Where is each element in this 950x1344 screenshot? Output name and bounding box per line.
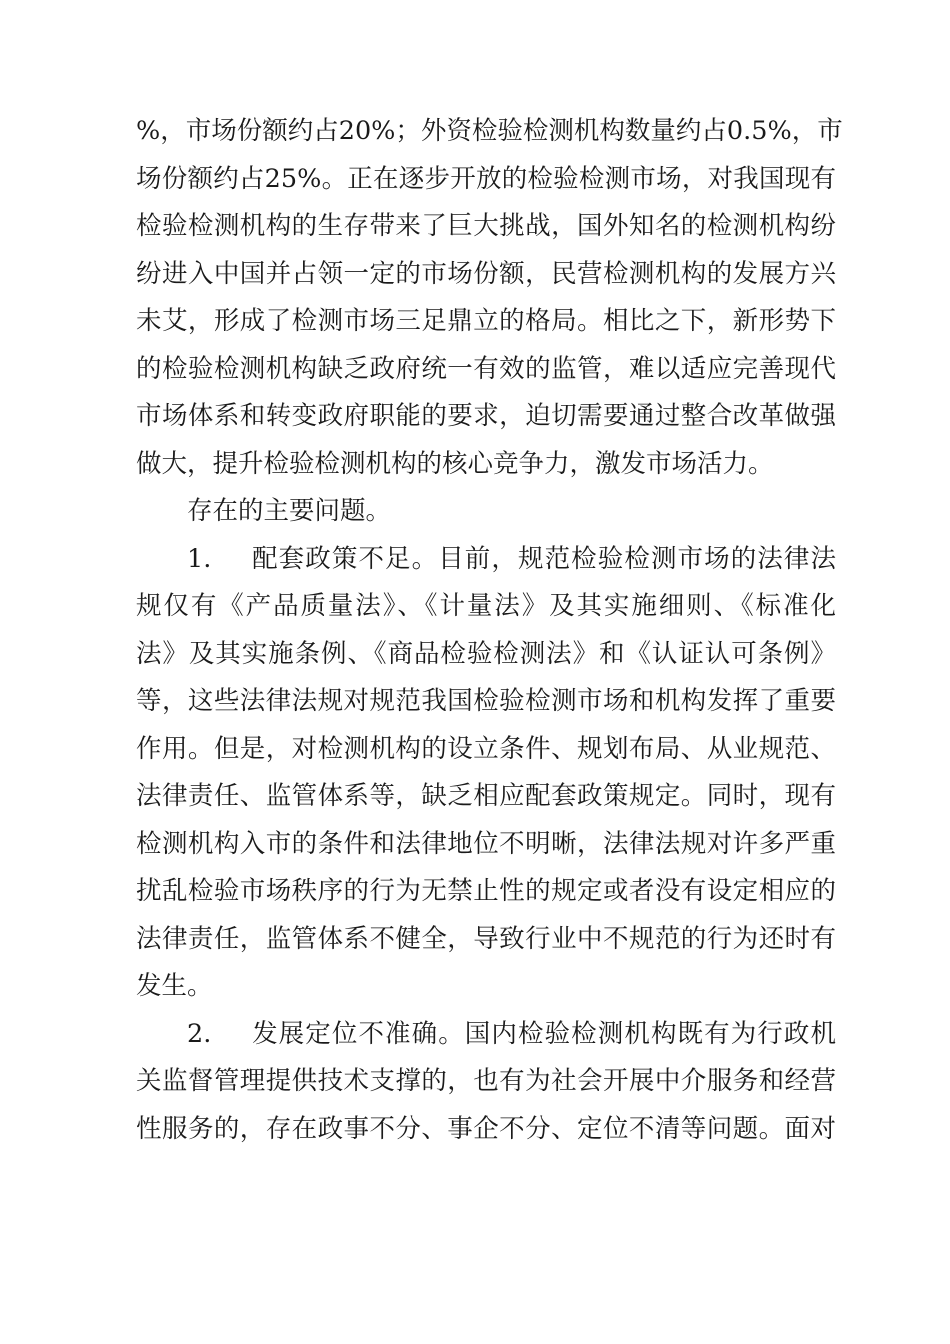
- text-line: 存在的主要问题。: [187, 496, 392, 526]
- text-line: 法律责任、监管体系等，缺乏相应配套政策规定。同时，现有: [136, 781, 836, 811]
- body-text: [136, 108, 843, 1153]
- paragraph-problem-2: [136, 1011, 836, 1154]
- text-line: 检测机构入市的条件和法律地位不明晰，法律法规对许多严重: [136, 828, 836, 859]
- paragraph-market-share: [136, 108, 843, 488]
- text-line: 未艾，形成了检测市场三足鼎立的格局。相比之下，新形势下: [136, 306, 836, 336]
- paragraph-problem-1: [136, 536, 836, 1011]
- list-number: 2.: [187, 1018, 212, 1049]
- text-line: 纷进入中国并占领一定的市场份额，民营检测机构的发展方兴: [136, 258, 836, 289]
- text-line-content: 配套政策不足。目前，规范检验检测市场的法律法: [251, 543, 836, 574]
- text-line: 法》及其实施条例、《商品检验检测法》和《认证认可条例》: [136, 638, 836, 669]
- text-line: 作用。但是，对检测机构的设立条件、规划布局、从业规范、: [136, 733, 836, 764]
- text-line: 性服务的，存在政事不分、事企不分、定位不清等问题。面对: [136, 1113, 836, 1144]
- text-line: %，市场份额约占20%；外资检验检测机构数量约占0.5%，市: [136, 116, 843, 146]
- text-line: 的检验检测机构缺乏政府统一有效的监管，难以适应完善现代: [136, 353, 836, 384]
- text-line: 法律责任，监管体系不健全，导致行业中不规范的行为还时有: [136, 923, 836, 954]
- text-line: 检验检测机构的生存带来了巨大挑战，国外知名的检测机构纷: [136, 211, 836, 241]
- paragraph-main-problems-heading: [136, 488, 836, 536]
- text-line: 规仅有《产品质量法》、《计量法》及其实施细则、《标准化: [136, 591, 836, 621]
- text-line: 市场体系和转变政府职能的要求，迫切需要通过整合改革做强: [136, 401, 836, 431]
- text-line: 做大，提升检验检测机构的核心竞争力，激发市场活力。: [136, 448, 774, 479]
- text-line: 扰乱检验市场秩序的行为无禁止性的规定或者没有设定相应的: [136, 876, 836, 906]
- text-line: [136, 536, 836, 584]
- text-line: [136, 1011, 836, 1059]
- text-line: 关监督管理提供技术支撑的，也有为社会开展中介服务和经营: [136, 1066, 836, 1096]
- text-line: 等，这些法律法规对规范我国检验检测市场和机构发挥了重要: [136, 686, 836, 716]
- text-line: 场份额约占25%。正在逐步开放的检验检测市场，对我国现有: [136, 163, 836, 194]
- text-line: 发生。: [136, 971, 213, 1001]
- text-line-content: 发展定位不准确。国内检验检测机构既有为行政机: [251, 1018, 836, 1049]
- list-number: 1.: [187, 543, 212, 574]
